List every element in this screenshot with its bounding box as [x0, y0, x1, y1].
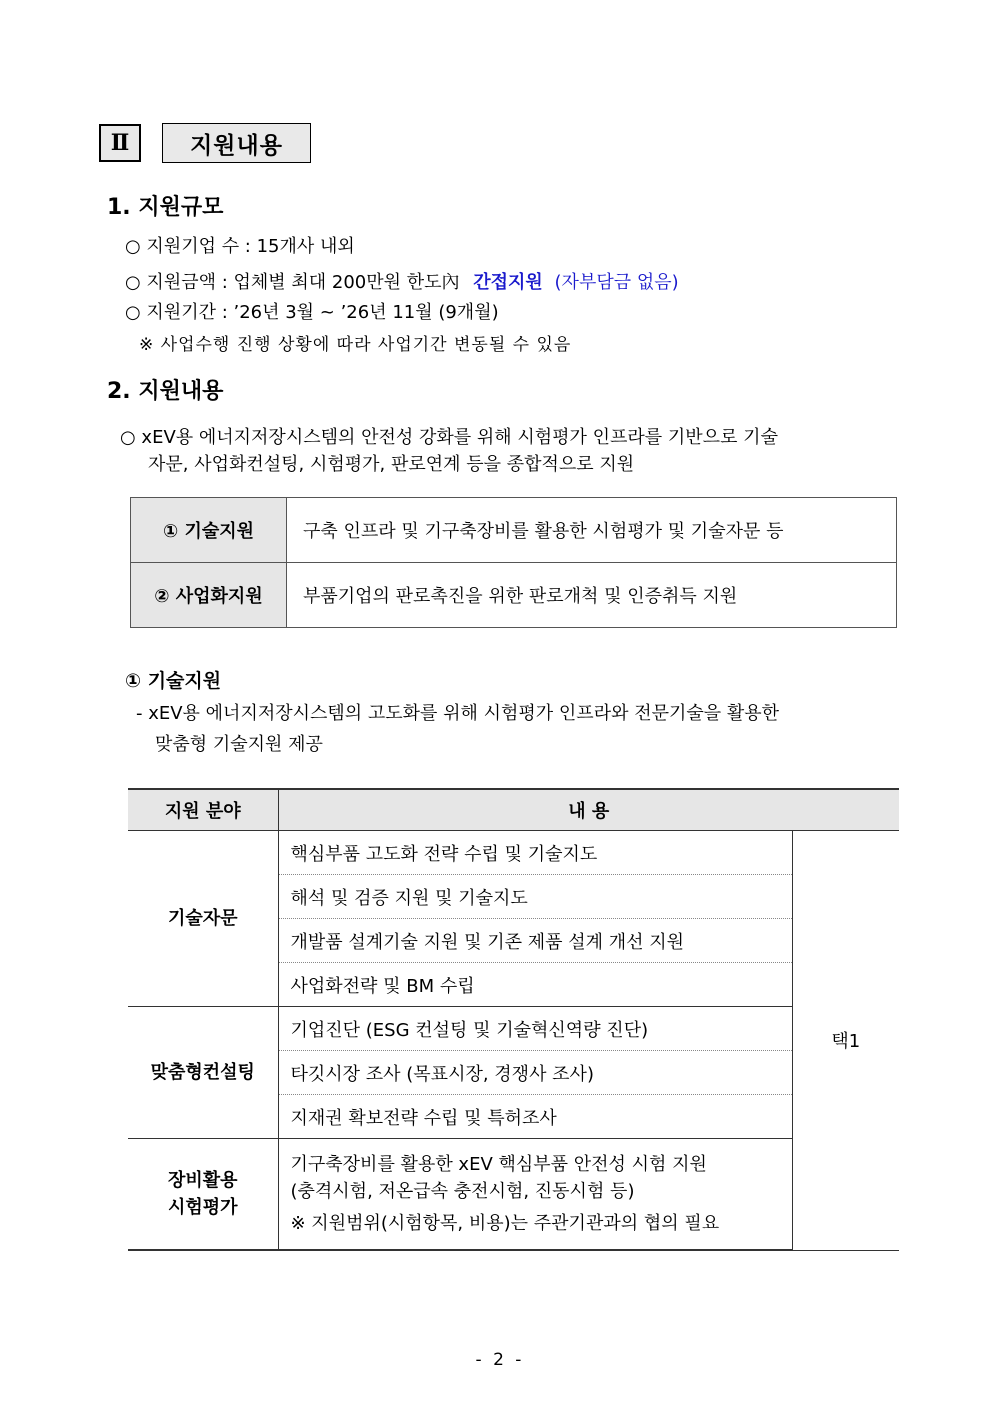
choice-cell: 택1 [792, 831, 899, 1251]
table-item: 지재권 확보전략 수립 및 특허조사 [278, 1095, 792, 1139]
category-line: 장비활용 [167, 1170, 238, 1191]
summary-label: ① 기술지원 [131, 498, 287, 563]
category-consulting: 맞춤형컨설팅 [128, 1007, 278, 1139]
scale-item-amount [125, 268, 679, 294]
content-intro-line1: ○ xEV용 에너지저장시스템의 안전성 강화를 위해 시험평가 인프라를 기반으로 기술 [120, 427, 778, 448]
summary-table [130, 497, 897, 628]
indirect-support-text: 간접지원 [473, 272, 543, 293]
table-item: 사업화전략 및 BM 수립 [278, 963, 792, 1007]
content-intro-line2: 자문, 사업화컨설팅, 시험평가, 판로연계 등을 종합적으로 지원 [148, 454, 635, 475]
header-field: 지원 분야 [128, 789, 278, 831]
scale-item-companies: ○ 지원기업 수 : 15개사 내외 [125, 236, 355, 257]
section-number: Ⅱ [99, 124, 141, 162]
tech-desc-line1: - xEV용 에너지저장시스템의 고도화를 위해 시험평가 인프라와 전문기술을 활용한 [136, 703, 780, 724]
table-item: 핵심부품 고도화 전략 수립 및 기술지도 [278, 831, 792, 875]
table-item: 타깃시장 조사 (목표시장, 경쟁사 조사) [278, 1051, 792, 1095]
summary-desc: 부품기업의 판로촉진을 위한 판로개척 및 인증취득 지원 [287, 563, 897, 628]
item-line: 기구축장비를 활용한 xEV 핵심부품 안전성 시험 지원 [290, 1154, 707, 1175]
summary-row [131, 498, 897, 563]
page-number: - 2 - [475, 1350, 525, 1370]
table-header-row [128, 789, 899, 831]
no-selfpay-text: (자부담금 없음) [554, 272, 679, 293]
summary-label: ② 사업화지원 [131, 563, 287, 628]
table-item: 개발품 설계기술 지원 및 기존 제품 설계 개선 지원 [278, 919, 792, 963]
content-heading: 2. 지원내용 [107, 379, 224, 404]
table-row [128, 831, 899, 875]
section-title: 지원내용 [162, 123, 311, 163]
scale-item-period: ○ 지원기간 : ’26년 3월 ~ ’26년 11월 (9개월) [125, 302, 499, 323]
table-item: 기업진단 (ESG 컨설팅 및 기술혁신역량 진단) [278, 1007, 792, 1051]
category-equipment-test [128, 1139, 278, 1251]
summary-desc: 구축 인프라 및 기구축장비를 활용한 시험평가 및 기술자문 등 [287, 498, 897, 563]
tech-support-table [128, 788, 899, 1251]
item-line: (충격시험, 저온급속 충전시험, 진동시험 등) [290, 1181, 635, 1202]
scale-note: ※ 사업수행 진행 상황에 따라 사업기간 변동될 수 있음 [139, 335, 572, 355]
table-item: 해석 및 검증 지원 및 기술지도 [278, 875, 792, 919]
summary-row [131, 563, 897, 628]
tech-heading: ① 기술지원 [125, 670, 222, 692]
header-content: 내 용 [278, 789, 899, 831]
table-row [128, 1007, 899, 1051]
tech-desc-line2: 맞춤형 기술지원 제공 [155, 734, 323, 755]
amount-text: ○ 지원금액 : 업체별 최대 200만원 한도內 [125, 272, 460, 293]
category-tech-advice: 기술자문 [128, 831, 278, 1007]
scale-heading: 1. 지원규모 [107, 195, 224, 220]
table-row [128, 1139, 899, 1251]
item-line: ※ 지원범위(시험항목, 비용)는 주관기관과의 협의 필요 [290, 1213, 720, 1234]
category-line: 시험평가 [167, 1197, 238, 1218]
table-item-multi [278, 1139, 792, 1251]
